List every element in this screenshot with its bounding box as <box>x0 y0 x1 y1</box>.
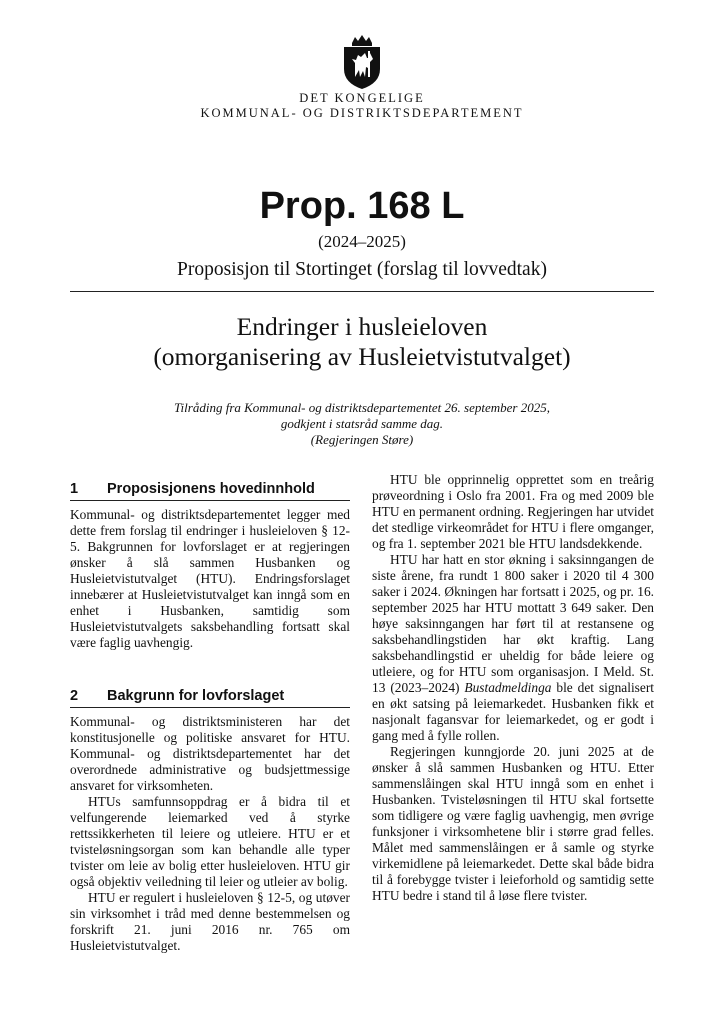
paragraph <box>372 552 654 744</box>
proposition-number: Prop. 168 L <box>259 185 465 227</box>
main-title-line2: (omorganisering av Husleietvistutvalget) <box>153 342 571 371</box>
section-heading-1 <box>70 480 350 501</box>
paragraph: Regjeringen kunngjorde 20. juni 2025 at de ønsker å slå sammen Husbanken og HTU. Etter sammenslåingen skal HTU inngå som en enhet i Husbanken. Tvisteløsningen til HTU skal fortsette som tidligere og være faglig uavhengig, men øvrige funksjoner i virksomhetene blir i større grad felles. Målet med sammenslåingen er å samle og styrke virkemidlene på leiemarkedet. Dette skal både bidra til å forebygge tvister i leieforhold og samtidig sette HTU bedre i stand til å løse flere tvister. <box>372 744 654 903</box>
section-number: 2 <box>70 688 79 704</box>
approval-line2: godkjent i statsråd samme dag. <box>280 416 444 431</box>
paragraph: Kommunal- og distriktsministeren har det konstitusjonelle og politiske ansvaret for HTU. Kommunal- og distriktsdepartementet har det overordnede administrative og budsjettmessige ansvaret for virksomheten. <box>70 714 350 793</box>
main-title <box>0 312 724 372</box>
left-column <box>70 480 350 954</box>
approval-note <box>0 400 724 448</box>
paragraph: HTU er regulert i husleieloven § 12-5, og utøver sin virksomhet i tråd med denne bestemmelsen og forskrift 21. juni 2016 nr. 765 om Husleietvistutvalget. <box>70 890 350 953</box>
paragraph: HTU ble opprinnelig opprettet som en treårig prøveordning i Oslo fra 2001. Fra og med 2009 ble HTU en permanent ordning. Regjeringen har utvidet det stedlige virkeområdet for HTU i flere omganger, og fra 1. september 2021 ble HTU landsdekkende. <box>372 472 654 551</box>
paragraph: HTUs samfunnsoppdrag er å bidra til et velfungerende leiemarked ved å styrke rettssikkerheten til leiere og utleiere. HTU er et tvisteløsningsorgan som kan behandle alle typer tvister om leie av bolig etter husleieloven. HTU gir også objektiv veiledning til leier og utleier av bolig. <box>70 794 350 889</box>
coat-of-arms-icon <box>338 33 386 90</box>
section-number: 1 <box>70 481 79 497</box>
paragraph: Kommunal- og distriktsdepartementet legger med dette frem forslag til endringer i husleieloven § 12-5. Bakgrunnen for lovforslaget er at regjeringen ønsker å slå sammen Husbanken og Husleietvistutvalget (HTU). Endringsforslaget innebærer at Husleietvistutvalget kan inngå som en enhet i Husbanken, samtidig som Husleietvistutvalgets saksbehandling fortsatt skal være faglig uavhengig. <box>70 507 350 650</box>
approval-line3: (Regjeringen Støre) <box>310 432 414 447</box>
section-title: Proposisjonens hovedinnhold <box>107 481 315 497</box>
session-years: (2024–2025) <box>318 232 406 251</box>
report-title: Bustadmeldinga <box>464 680 552 695</box>
text-run: ble det signalisert en økt satsing på leiemarkedet. Husbanken fikk et nasjonalt fagansvar for leiemarkedet, og er godt i gang med å fylle rollen. <box>372 680 654 743</box>
right-column <box>372 472 654 904</box>
proposition-type: Proposisjon til Stortinget (forslag til lovvedtak) <box>177 259 547 280</box>
section-heading-2 <box>70 687 350 708</box>
approval-line1: Tilråding fra Kommunal- og distriktsdepartementet 26. september 2025, <box>174 400 550 415</box>
section-title: Bakgrunn for lovforslaget <box>107 688 285 704</box>
main-title-line1: Endringer i husleieloven <box>236 312 488 341</box>
text-run: HTU har hatt en stor økning i saksinngangen de siste årene, fra rundt 1 800 saker i 2020 til 4 300 saker i 2024. Økningen har fortsatt i 2025, og pr. 16. september 2025 har HTU mottatt 3 649 saker. Den høye saksinngangen har ført til at restansene og saksbehandlingstiden har økt kraftig. Lang saksbehandlingstid er uheldig for både leiere og utleiere, og for HTU som organisasjon. I Meld. St. 13 (2023–2024) <box>372 552 654 695</box>
department-name-line2: KOMMUNAL- OG DISTRIKTSDEPARTEMENT <box>200 106 524 120</box>
department-name-line1: DET KONGELIGE <box>299 91 425 105</box>
title-divider <box>70 291 654 292</box>
